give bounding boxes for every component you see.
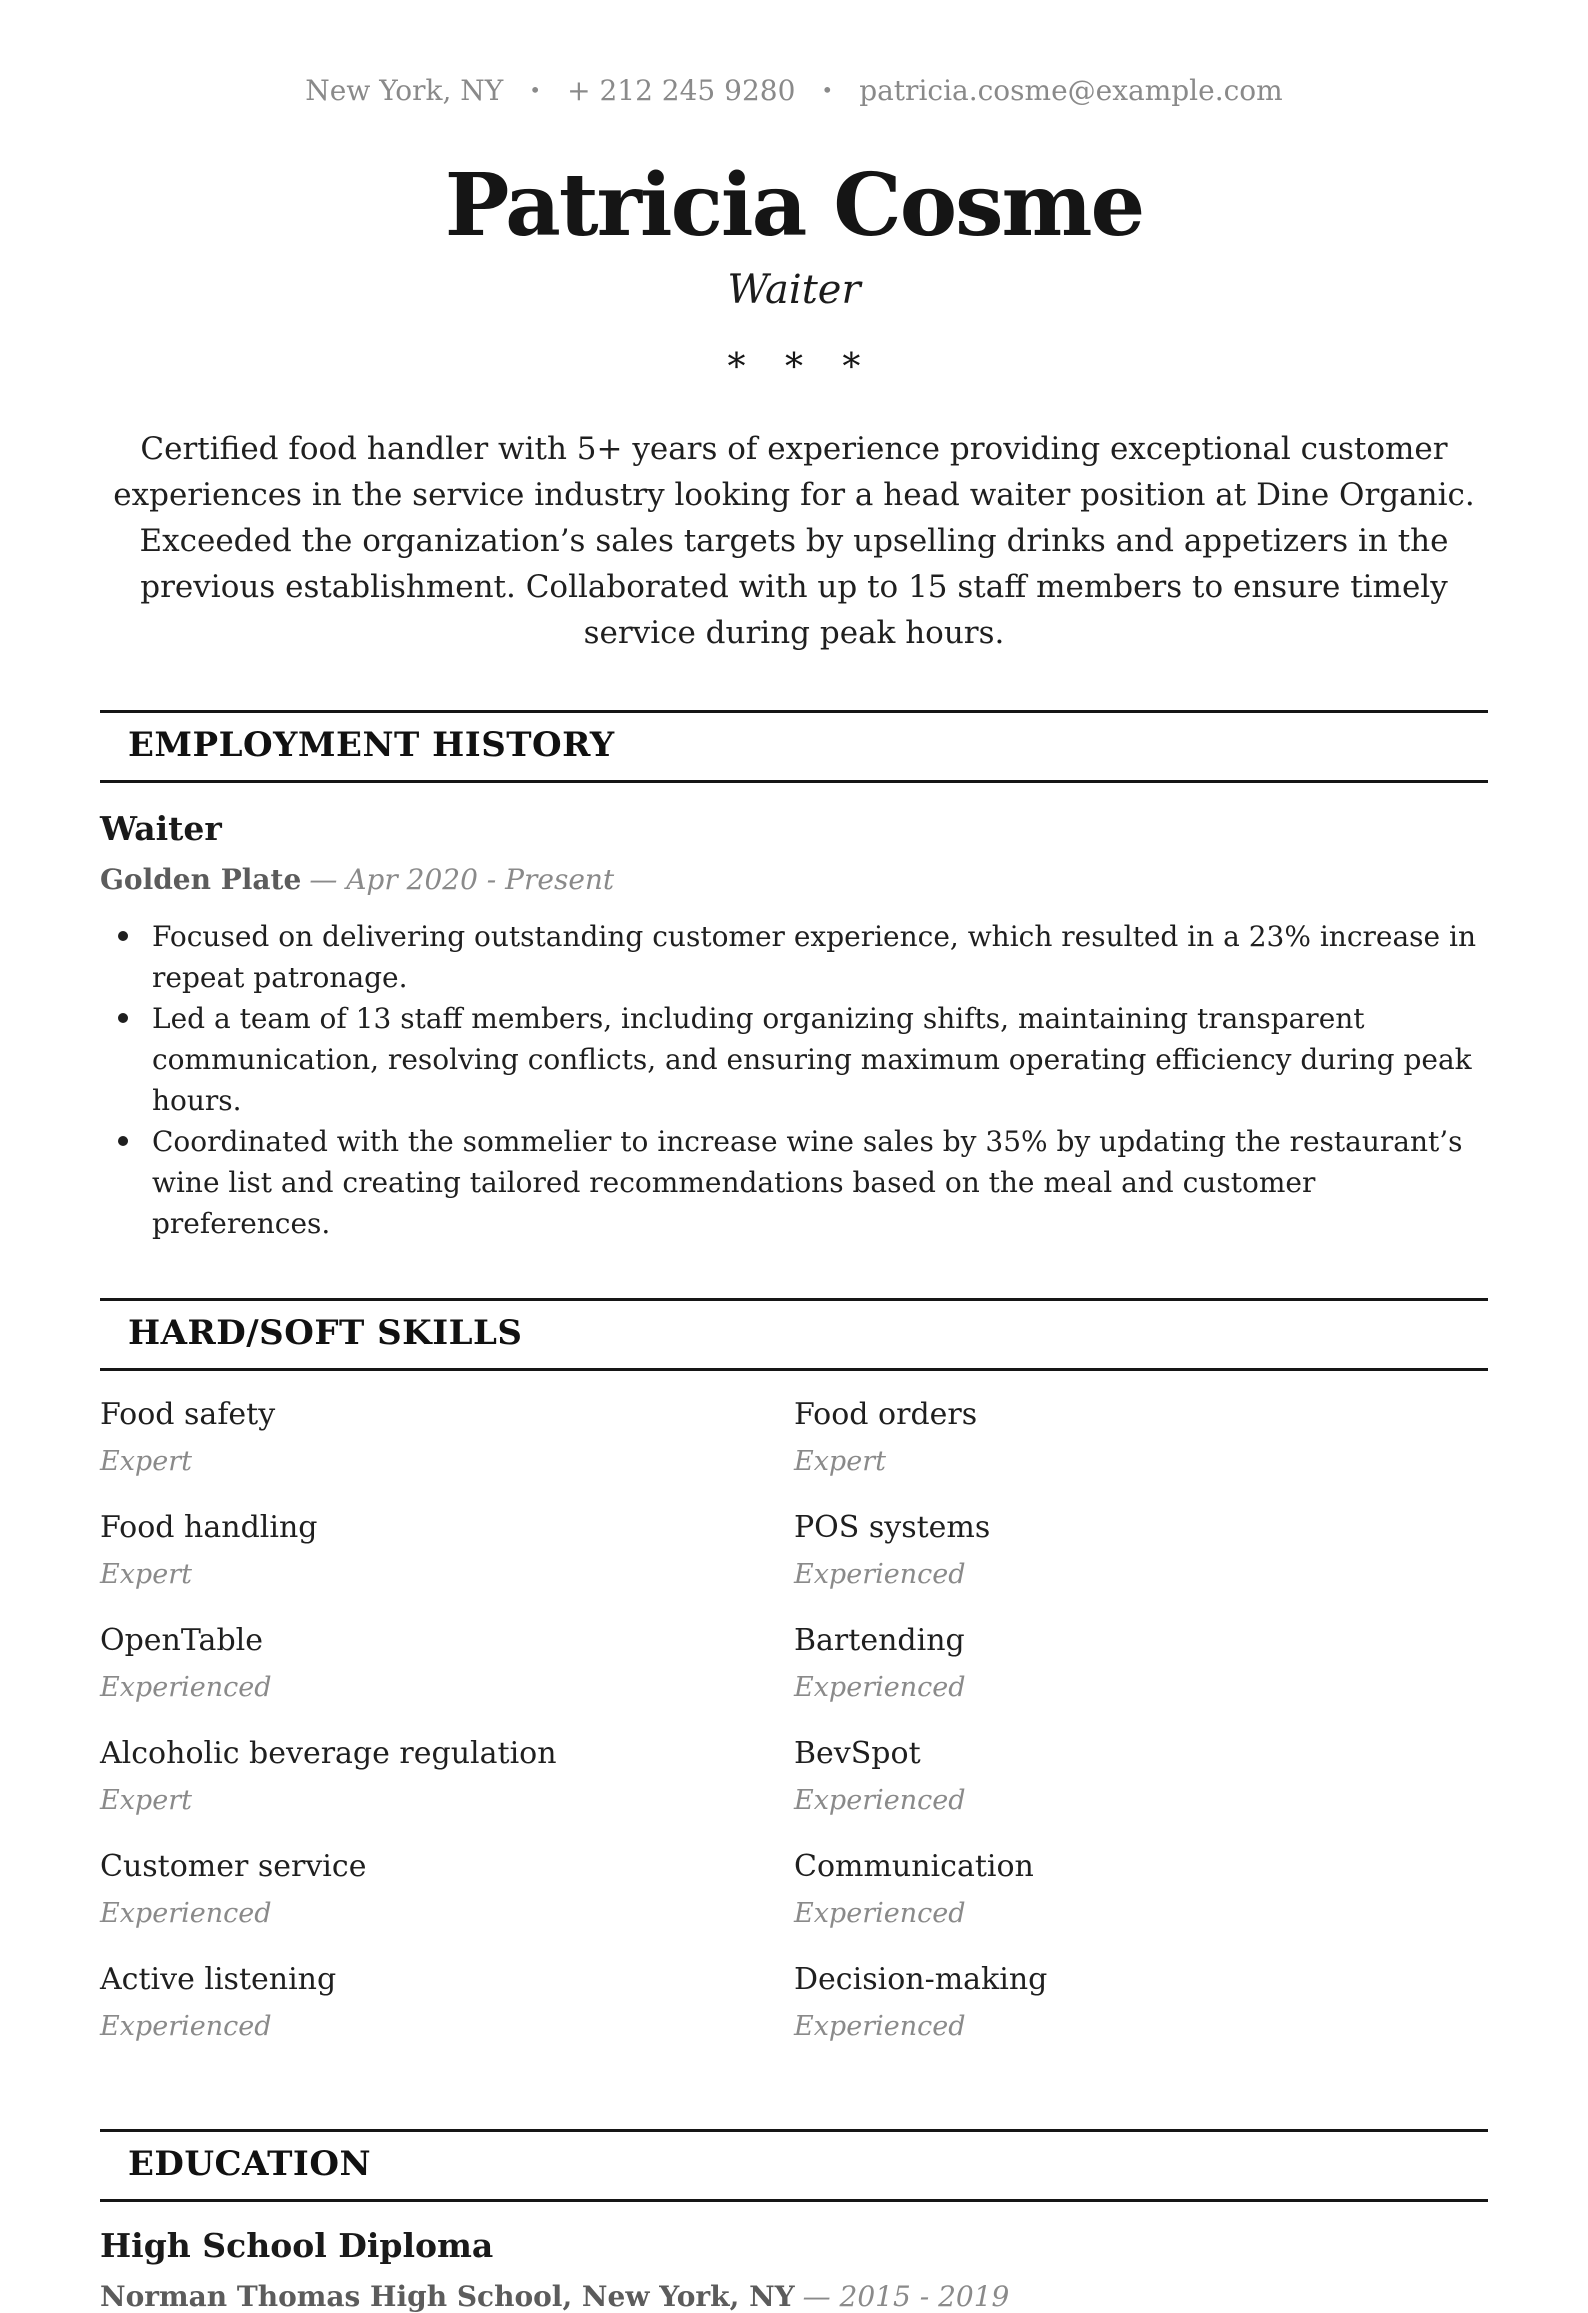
education-school: Norman Thomas High School, New York, NY [100, 2280, 795, 2313]
job-meta [100, 863, 1488, 896]
skill-name: OpenTable [100, 1623, 263, 1659]
separator-dot: • [821, 78, 834, 102]
section-heading-education: EDUCATION [100, 2129, 1488, 2202]
skill-name: Food safety [100, 1397, 276, 1433]
education-dates: — 2015 - 2019 [802, 2280, 1010, 2313]
skill-level: Expert [794, 1446, 886, 1478]
summary-line: service during peak hours. [583, 615, 1005, 652]
skill-name: Food handling [100, 1510, 318, 1546]
skill-level: Experienced [794, 1672, 966, 1704]
skills-section [100, 1298, 1488, 2075]
skill-level: Experienced [794, 1559, 966, 1591]
job-bullet: Led a team of 13 staff members, including organizing shifts, maintaining transparent communication, resolving conflicts, and ensuring maximum operating efficiency during peak hours. [100, 998, 1488, 1121]
job-company: Golden Plate [100, 863, 302, 897]
skill-name: Customer service [100, 1849, 367, 1885]
skill-name: BevSpot [794, 1736, 921, 1772]
skill-name: Communication [794, 1849, 1034, 1885]
skill-item [794, 1510, 1488, 1590]
skill-name: Bartending [794, 1623, 965, 1659]
job-bullet: Focused on delivering outstanding customer experience, which resulted in a 23% increase in repeat patronage. [100, 916, 1488, 998]
employment-section [100, 710, 1488, 1244]
skill-name: Food orders [794, 1397, 978, 1433]
skill-name: Alcoholic beverage regulation [100, 1736, 557, 1772]
skill-item [100, 1849, 794, 1929]
education-meta [100, 2280, 1488, 2313]
candidate-job-title: Waiter [727, 267, 861, 314]
skill-level: Experienced [794, 1785, 966, 1817]
skills-grid [100, 1371, 1488, 2075]
stars-divider: * * * [727, 347, 875, 389]
job-bullet-list [100, 916, 1488, 1244]
skill-item [100, 1397, 794, 1477]
skill-name: Active listening [100, 1962, 337, 1998]
skill-item [100, 1623, 794, 1703]
summary-line: Certified food handler with 5+ years of experience providing exceptional customer [140, 431, 1448, 468]
job-bullet: Coordinated with the sommelier to increase wine sales by 35% by updating the restaurant’s wine list and creating tailored recommendations based on the meal and customer preferences. [100, 1121, 1488, 1244]
skill-level: Experienced [794, 1898, 966, 1930]
contact-bar [100, 0, 1488, 107]
summary-paragraph [100, 426, 1488, 656]
skill-item [794, 1397, 1488, 1477]
skill-item [794, 1623, 1488, 1703]
skill-name: POS systems [794, 1510, 991, 1546]
skill-item [794, 1962, 1488, 2042]
education-degree: High School Diploma [100, 2226, 494, 2266]
skill-item [100, 1510, 794, 1590]
skill-level: Expert [100, 1785, 192, 1817]
skill-item [100, 1736, 794, 1816]
section-heading-employment: EMPLOYMENT HISTORY [100, 710, 1488, 783]
skill-level: Experienced [794, 2011, 966, 2043]
skill-level: Experienced [100, 1898, 272, 1930]
job-title: Waiter [100, 809, 222, 849]
skill-item [100, 1962, 794, 2042]
summary-line: Exceeded the organization’s sales targets by upselling drinks and appetizers in the [139, 523, 1449, 560]
skill-item [794, 1736, 1488, 1816]
contact-phone: + 212 245 9280 [567, 74, 796, 107]
skill-level: Experienced [100, 1672, 272, 1704]
candidate-name: Patricia Cosme [444, 155, 1144, 256]
summary-line: experiences in the service industry looking for a head waiter position at Dine Organic. [113, 477, 1475, 514]
skill-name: Decision-making [794, 1962, 1048, 1998]
education-section [100, 2129, 1488, 2313]
skill-level: Expert [100, 1559, 192, 1591]
contact-email: patricia.cosme@example.com [859, 74, 1283, 107]
summary-line: previous establishment. Collaborated with up to 15 staff members to ensure timely [140, 569, 1448, 606]
skill-level: Expert [100, 1446, 192, 1478]
contact-location: New York, NY [305, 74, 504, 107]
separator-dot: • [529, 78, 542, 102]
job-dates: — Apr 2020 - Present [309, 863, 615, 897]
skill-item [794, 1849, 1488, 1929]
skill-level: Experienced [100, 2011, 272, 2043]
section-heading-skills: HARD/SOFT SKILLS [100, 1298, 1488, 1371]
